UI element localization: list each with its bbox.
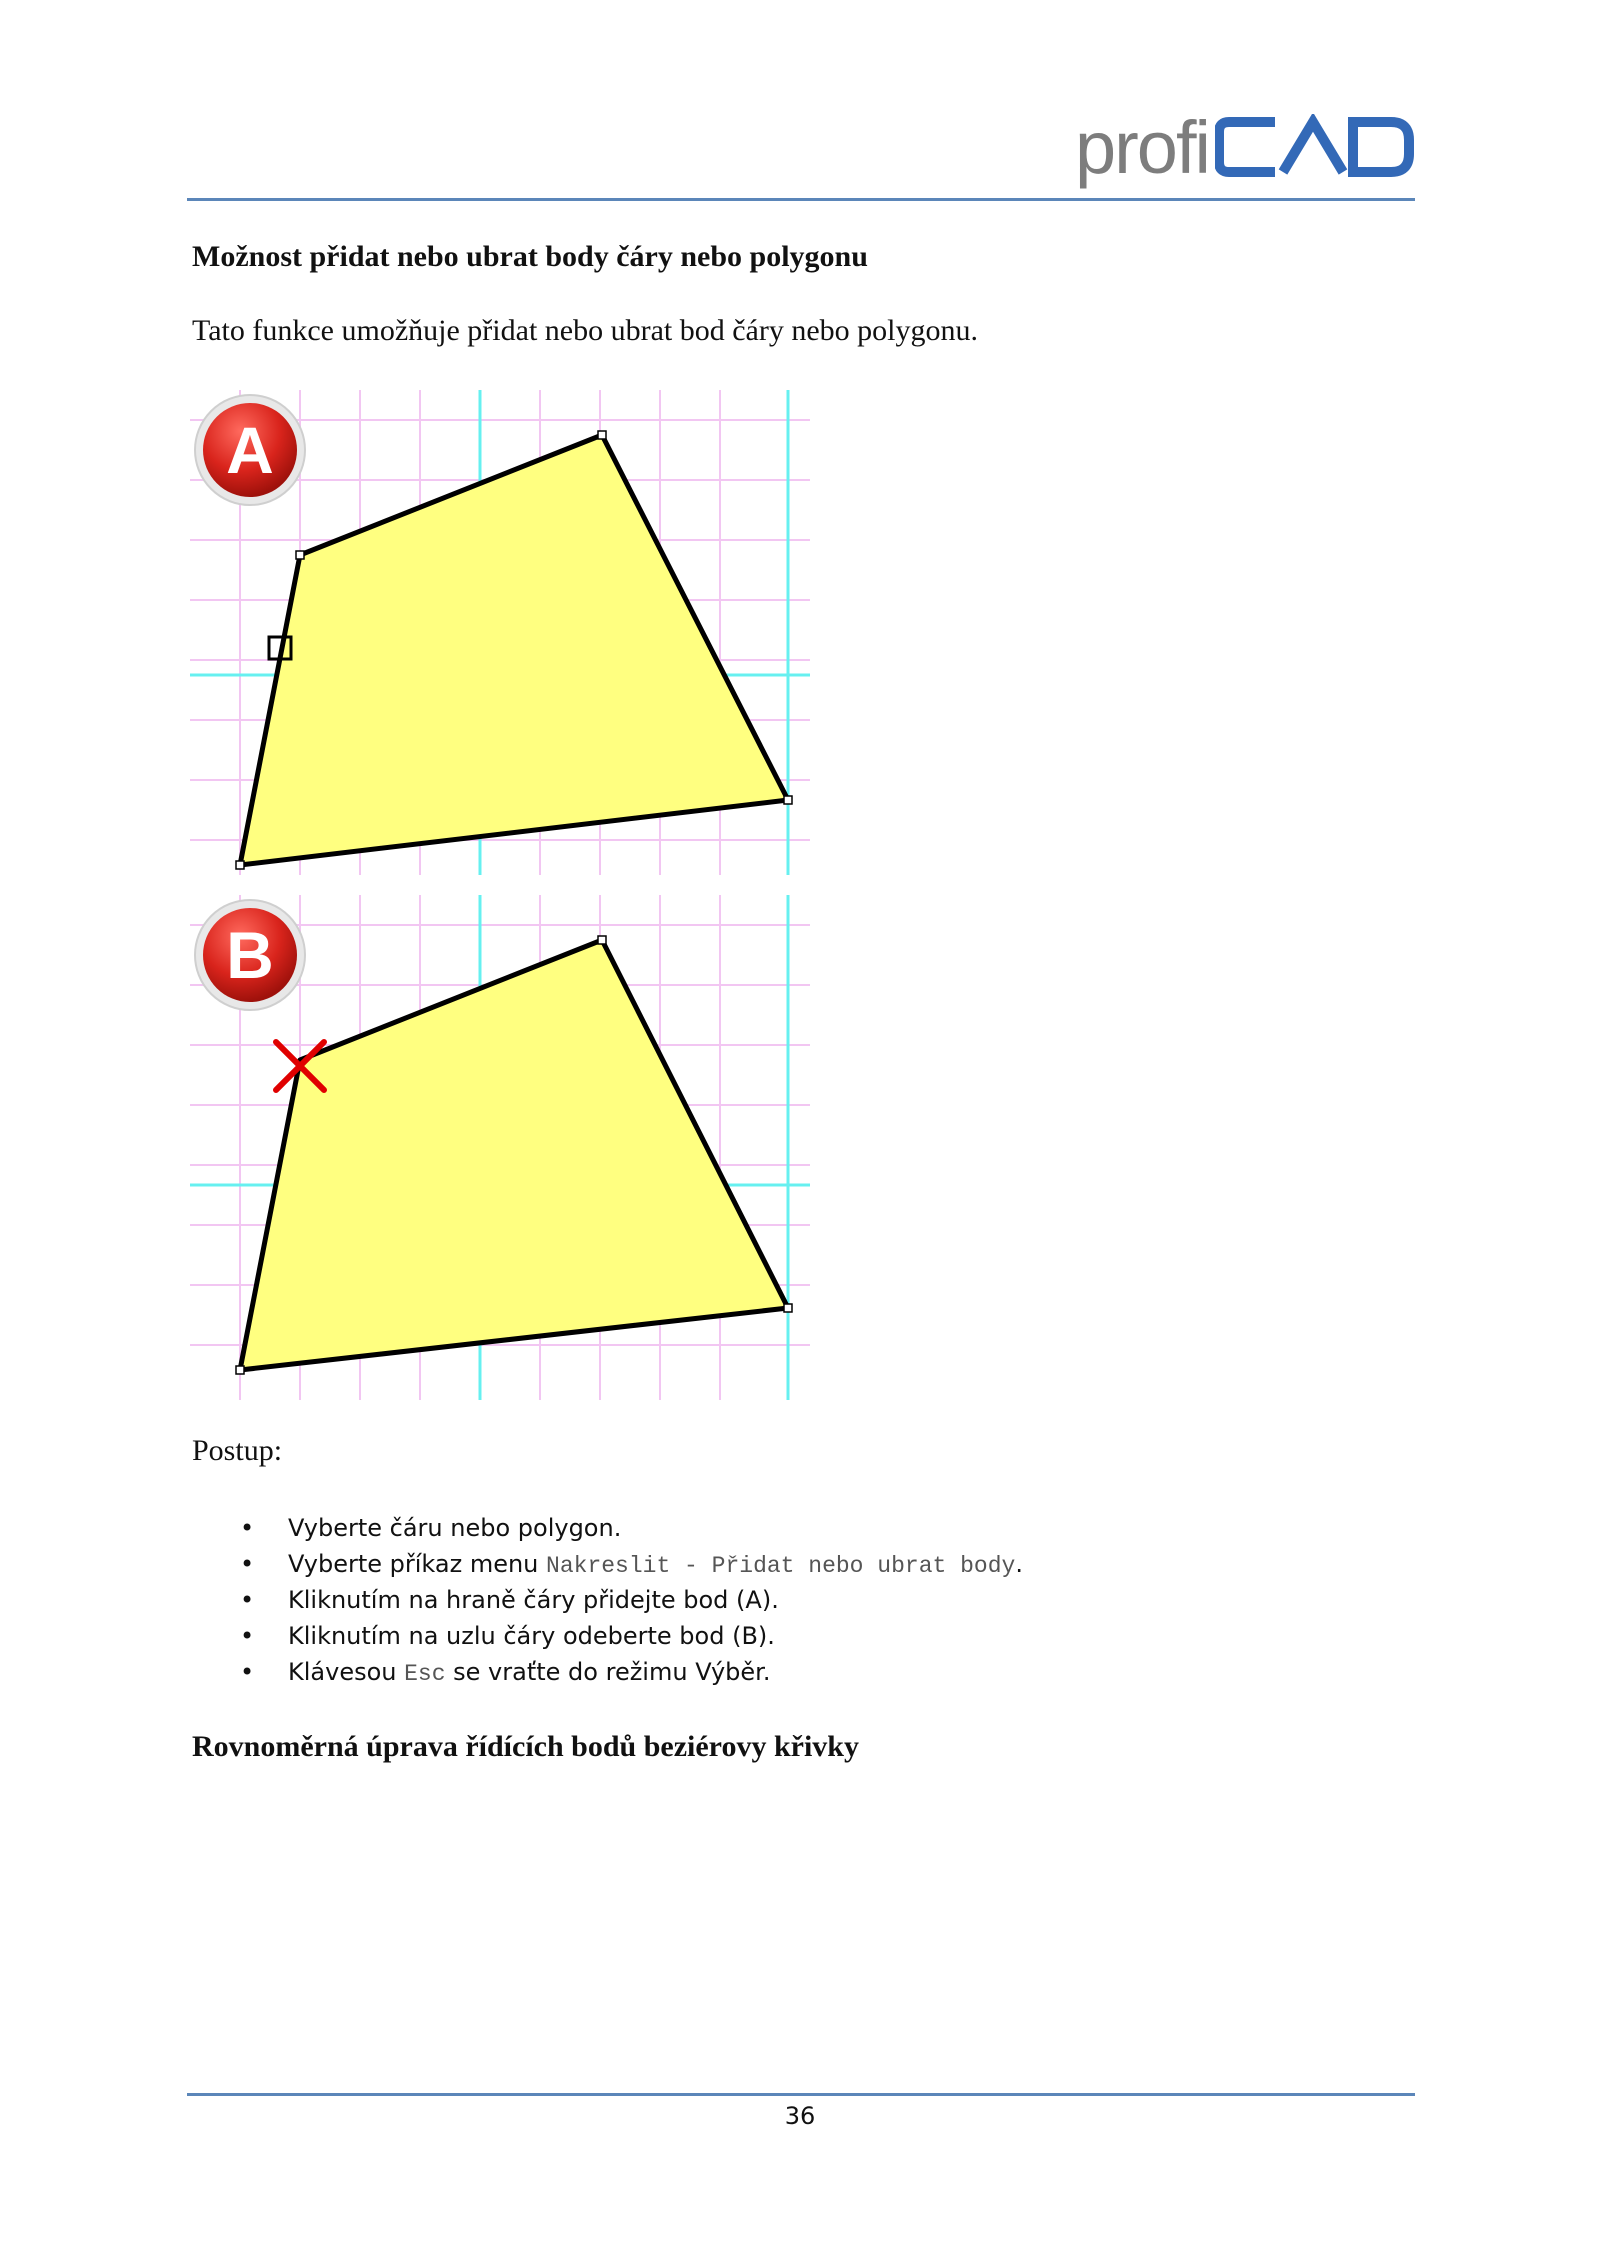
- procedure-steps: [240, 1510, 1023, 1690]
- header-rule: [187, 198, 1415, 201]
- footer-rule: [187, 2093, 1415, 2096]
- step-text: Kliknutím na uzlu čáry odeberte bod (B).: [288, 1622, 775, 1650]
- list-item: [240, 1582, 1023, 1618]
- list-item: [240, 1510, 1023, 1546]
- step-text: Vyberte čáru nebo polygon.: [288, 1514, 622, 1542]
- section-title: Možnost přidat nebo ubrat body čáry nebo polygonu: [192, 240, 868, 273]
- intro-paragraph: Tato funkce umožňuje přidat nebo ubrat bod čáry nebo polygonu.: [192, 314, 979, 347]
- polygon-edit-figure: [190, 390, 810, 1400]
- list-item: [240, 1618, 1023, 1654]
- proficad-logo: [1075, 100, 1415, 195]
- step-text: Vyberte příkaz menu: [288, 1550, 547, 1578]
- badge-b-label: B: [226, 918, 274, 992]
- key-name: Esc: [404, 1661, 446, 1687]
- logo-cad-mark: [1215, 114, 1415, 180]
- step-text-after: se vraťte do režimu Výběr.: [445, 1658, 771, 1686]
- badge-a: [195, 395, 305, 505]
- procedure-label: Postup:: [192, 1434, 283, 1467]
- badge-b: [195, 900, 305, 1010]
- list-item: [240, 1546, 1023, 1582]
- badge-a-label: A: [226, 413, 274, 487]
- logo-prefix: profi: [1075, 106, 1209, 189]
- step-text-after: .: [1015, 1550, 1023, 1578]
- step-text: Kliknutím na hraně čáry přidejte bod (A).: [288, 1586, 779, 1614]
- menu-command: Nakreslit - Přidat nebo ubrat body: [546, 1553, 1016, 1579]
- page-number: 36: [784, 2102, 816, 2130]
- step-text: Klávesou: [288, 1658, 405, 1686]
- next-section-title: Rovnoměrná úprava řídících bodů beziérovy křivky: [192, 1730, 859, 1763]
- list-item: [240, 1654, 1023, 1690]
